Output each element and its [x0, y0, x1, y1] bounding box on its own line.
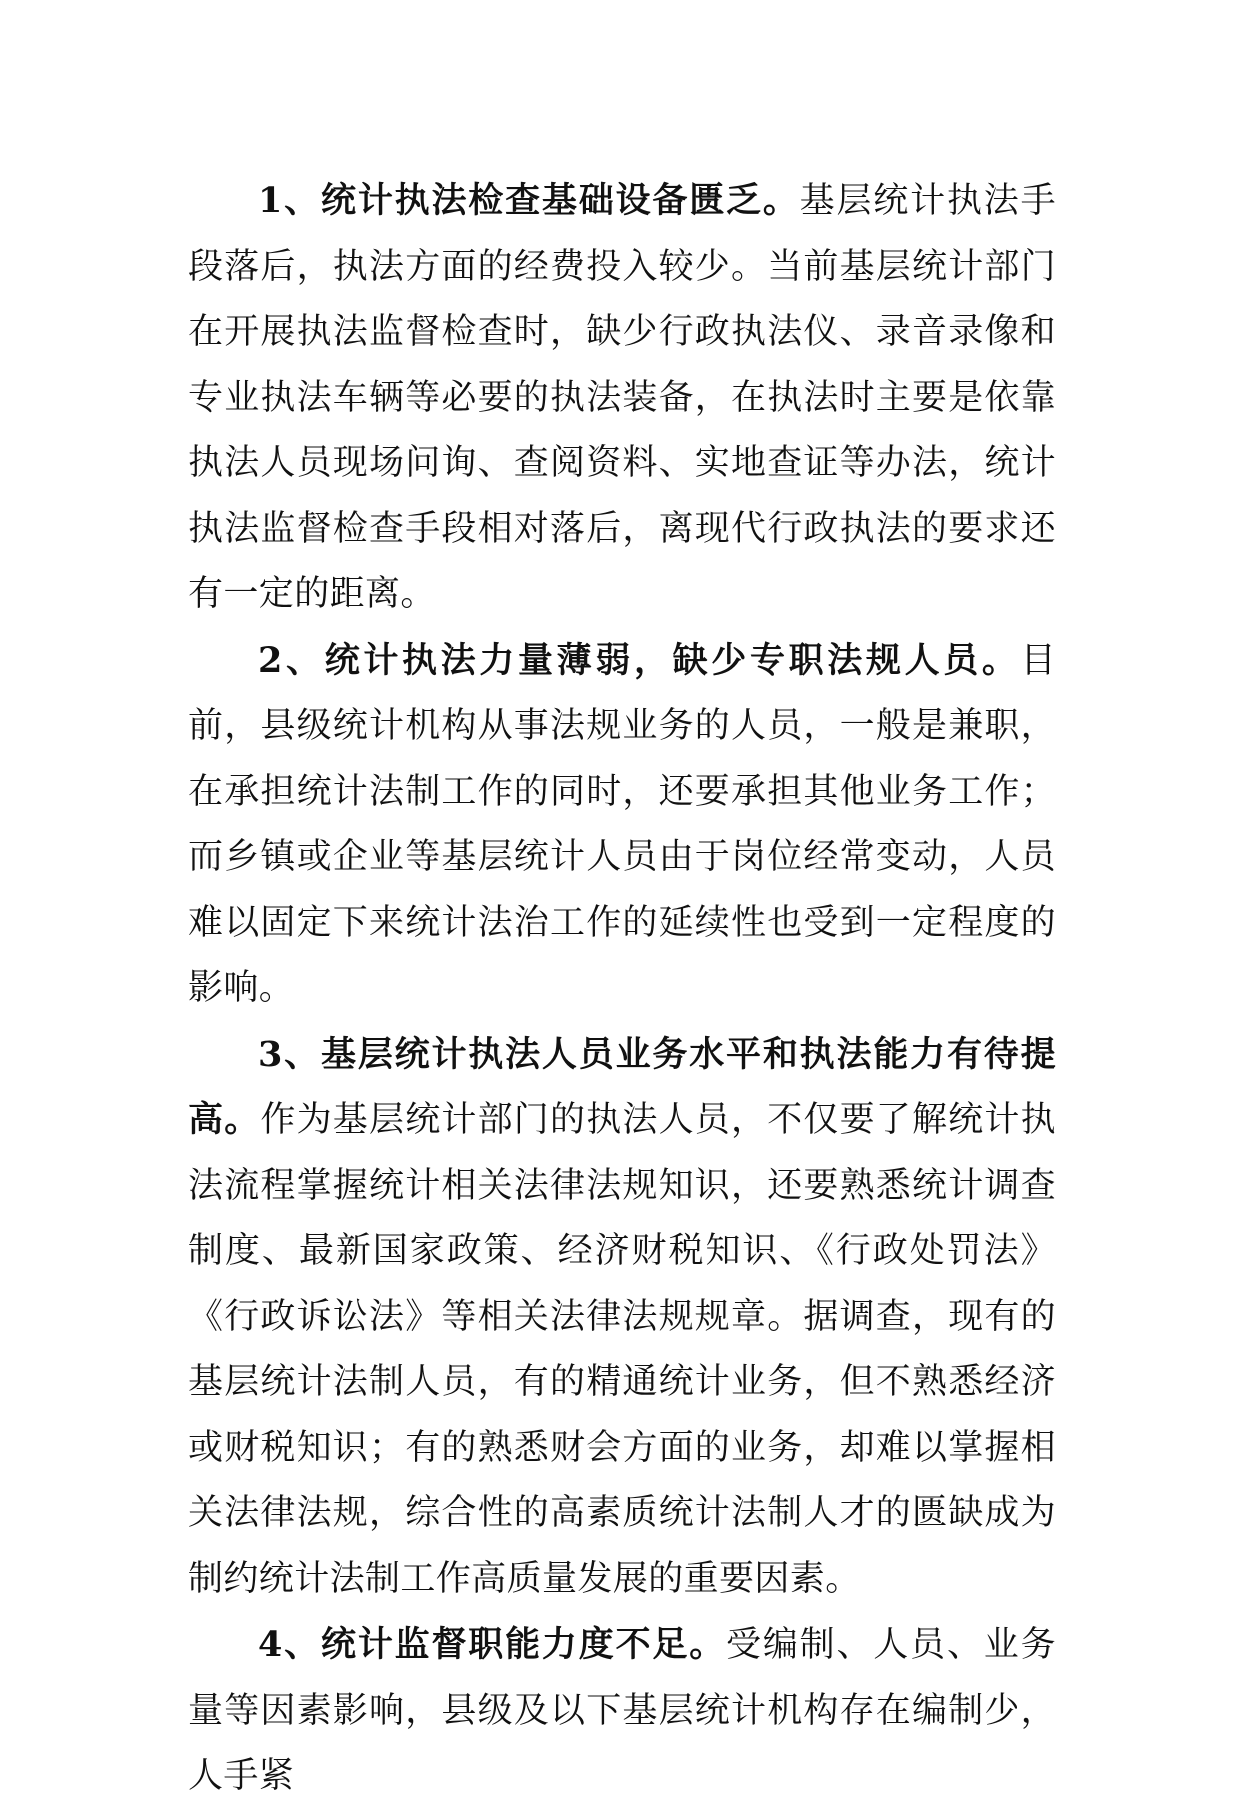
paragraph-number: 3: [258, 1033, 283, 1075]
paragraph-2: [188, 628, 1056, 1022]
paragraph-heading: 、统计执法检查基础设备匮乏。: [282, 181, 800, 221]
paragraph-heading: 、基层统计执法人员业务水平和执法能力有待提高。: [188, 1034, 1056, 1140]
paragraph-text: 受编制、人员、业务量等因素影响，县级及以下基层统计机构存在编制少，人手紧: [188, 1625, 1056, 1796]
paragraph-text: 作为基层统计部门的执法人员，不仅要了解统计执法流程掌握统计相关法律法规知识，还要熟悉统计调查制度、最新国家政策、经济财税知识、《行政处罚法》《行政诉讼法》等相关法律法规规章。据调查，现有的基层统计法制人员，有的精通统计业务，但不熟悉经济或财税知识；有的熟悉财会方面的业务，却难以掌握相关法律法规，综合性的高素质统计法制人才的匮缺成为制约统计法制工作高质量发展的重要因素。: [188, 1100, 1056, 1599]
paragraph-heading: 、统计监督职能力度不足。: [282, 1625, 727, 1665]
paragraph-number: 2: [258, 639, 283, 681]
paragraph-4: [188, 1612, 1056, 1810]
paragraph-text: 基层统计执法手段落后，执法方面的经费投入较少。当前基层统计部门在开展执法监督检查时，缺少行政执法仪、录音录像和专业执法车辆等必要的执法装备，在执法时主要是依靠执法人员现场问询、查阅资料、实地查证等办法，统计执法监督检查手段相对落后，离现代行政执法的要求还有一定的距离。: [188, 181, 1056, 614]
paragraph-heading: 、统计执法力量薄弱，缺少专职法规人员。: [282, 640, 1021, 681]
paragraph-1: [188, 168, 1056, 628]
paragraph-number: 1: [258, 180, 283, 221]
document-body: [188, 168, 1056, 1810]
paragraph-text: 目前，县级统计机构从事法规业务的人员，一般是兼职，在承担统计法制工作的同时，还要承担其他业务工作；而乡镇或企业等基层统计人员由于岗位经常变动，人员难以固定下来统计法治工作的延续性也受到一定程度的影响。: [188, 640, 1056, 1008]
paragraph-3: [188, 1022, 1056, 1613]
paragraph-number: 4: [258, 1624, 283, 1665]
